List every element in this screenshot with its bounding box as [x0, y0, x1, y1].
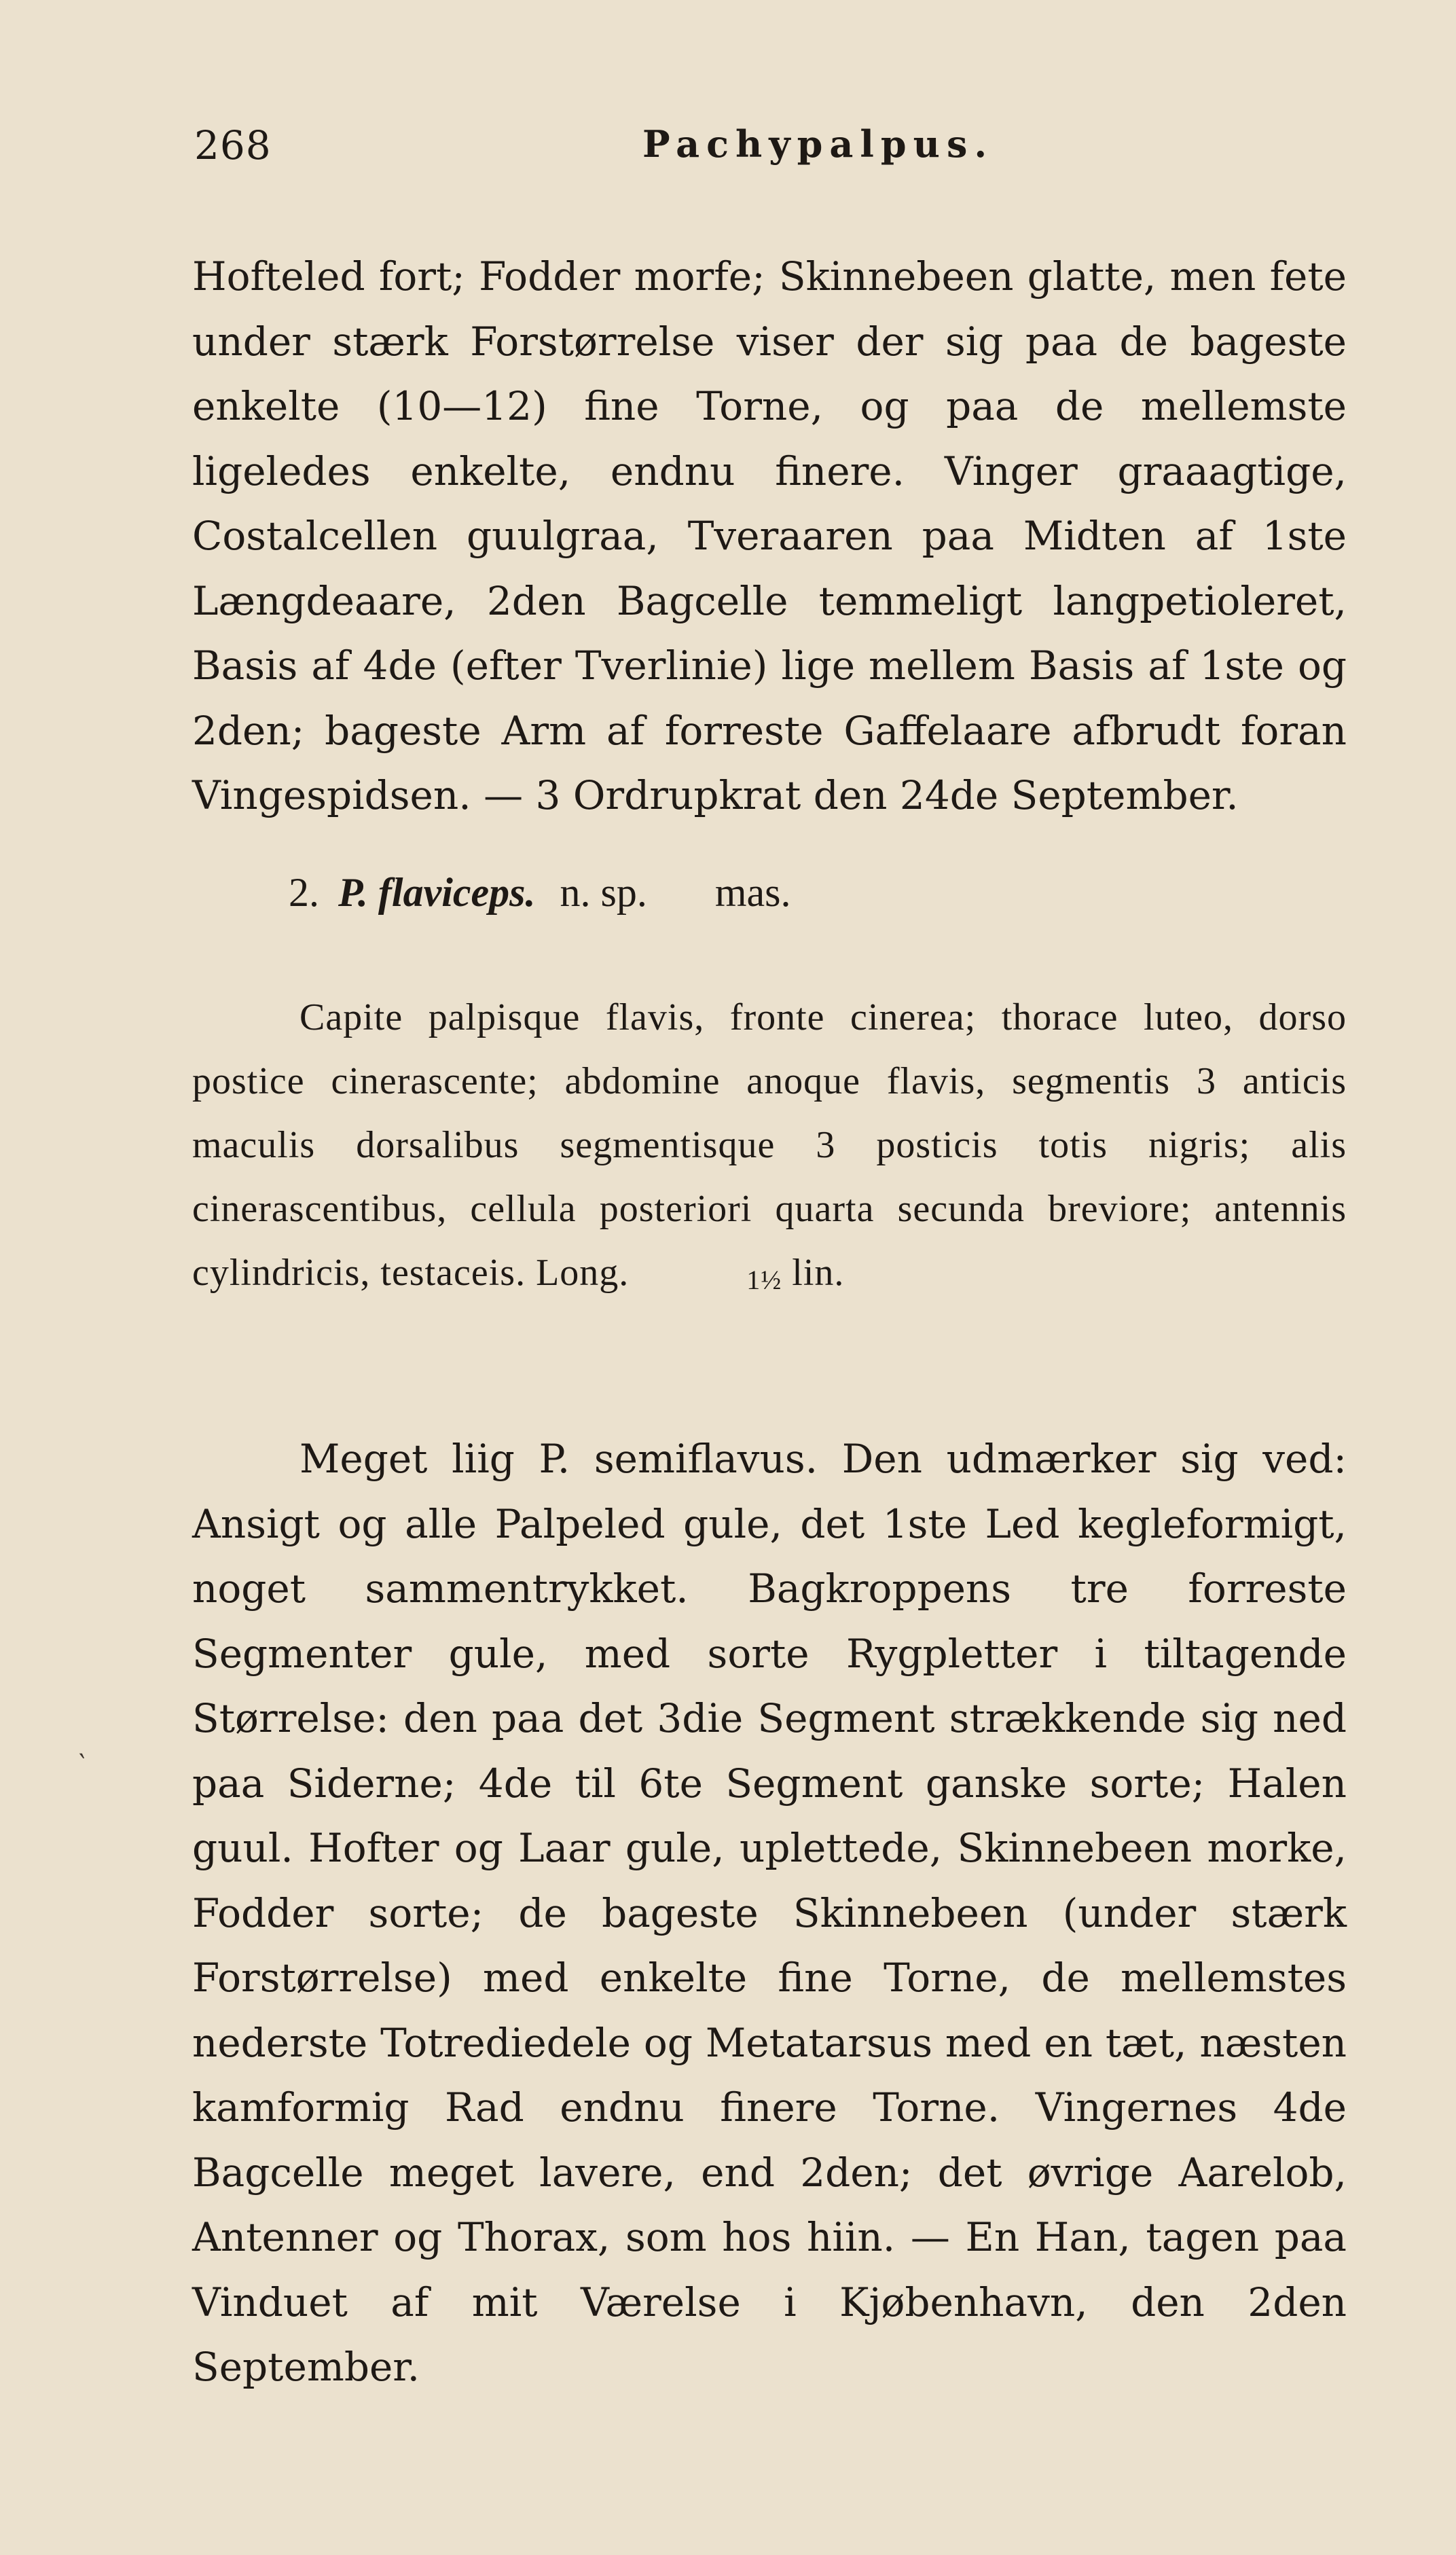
new-species-marker: n. sp.: [560, 870, 647, 915]
latin-diagnosis-text: Capite palpisque flavis, fronte cinerea; thorace luteo, dorso postice cinerascente; abdomine anoque flavis, segmentis 3 anticis maculis dorsalibus segmentisque 3 posticis totis nigris; alis cinerascentibus, cellula posteriori quarta secunda breviore; antennis cylindricis, testaceis. Long.: [192, 996, 1347, 1294]
species-number: 2.: [289, 870, 319, 915]
running-head: Pachypalpus.: [642, 122, 994, 166]
latin-diagnosis: [192, 985, 1347, 1312]
length-unit: lin.: [792, 1252, 845, 1294]
page-number: 268: [194, 122, 272, 168]
species-heading: [289, 869, 791, 916]
continued-description-paragraph: Hofteled fort; Fodder morfe; Skinnebeen glatte, men fete under stærk Forstørrelse viser der sig paa de bageste enkelte (10—12) fine Torne, og paa de mellemste ligeledes enkelte, endnu finere. Vinger graaagtige, Costalcellen guulgraa, Tveraaren paa Midten af 1ste Længdeaare, 2den Bagcelle temmeligt langpetioleret, Basis af 4de (efter Tverlinie) lige mellem Basis af 1ste og 2den; bageste Arm af forreste Gaffelaare afbrudt foran Vingespidsen. — 3 Ordrupkrat den 24de September.: [192, 253, 1347, 818]
comparison-paragraph: Meget liig P. semiflavus. Den udmærker sig ved: Ansigt og alle Palpeled gule, det 1ste Led kegleformigt, noget sammentrykket. Bagkroppens tre forreste Segmenter gule, med sorte Rygpletter i tiltagende Størrelse: den paa det 3die Segment strækkende sig ned paa Siderne; 4de til 6te Segment ganske sorte; Halen guul. Hofter og Laar gule, uplettede, Skinnebeen morke, Fodder sorte; de bageste Skinnebeen (under stærk Forstørrelse) med enkelte fine Torne, de mellemstes nederste Totrediedele og Metatarsus med en tæt, næsten kamformig Rad endnu finere Torne. Vingernes 4de Bagcelle meget lavere, end 2den; det øvrige Aarelob, Antenner og Thorax, som hos hiin. — En Han, tagen paa Vinduet af mit Værelse i Kjøbenhavn, den 2den September.: [192, 1436, 1347, 2390]
page-header: [194, 122, 1262, 177]
length-value: 1½: [746, 1265, 782, 1295]
species-sex: mas.: [714, 870, 791, 915]
species-name: P. flaviceps.: [338, 870, 536, 915]
margin-mark: ‵: [79, 1749, 86, 1780]
